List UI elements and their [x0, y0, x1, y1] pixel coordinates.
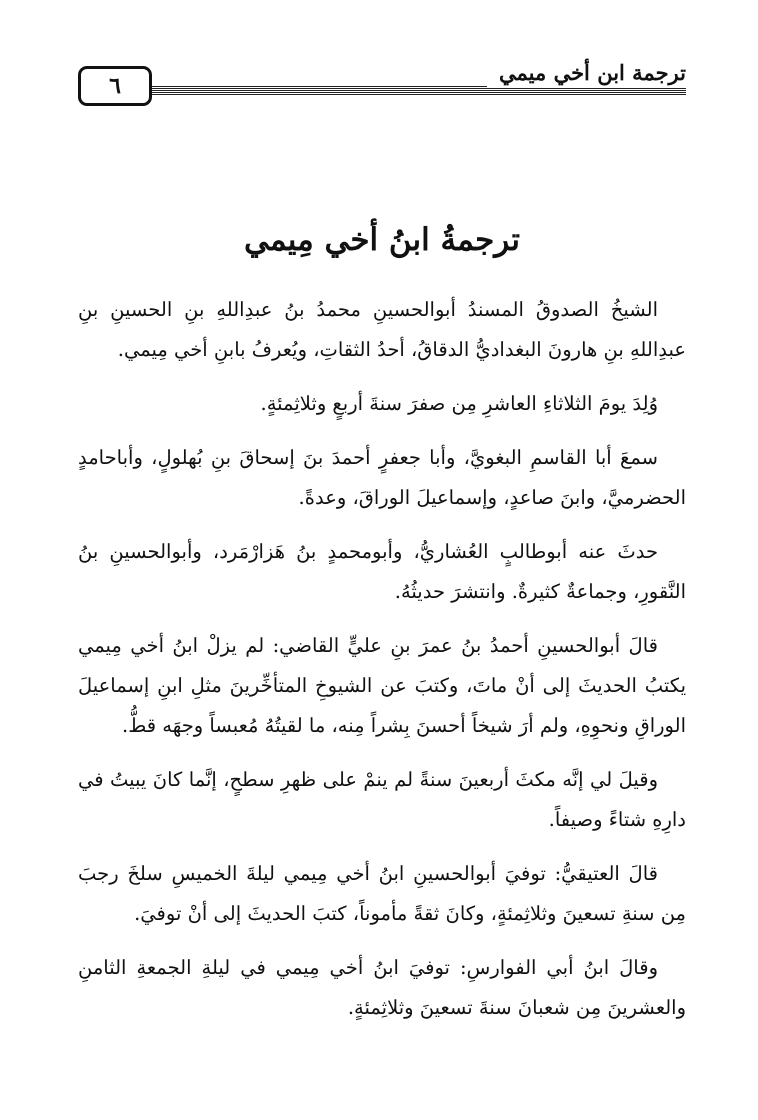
paragraph-8: وقالَ ابنُ أبي الفوارسِ: توفيَ ابنُ أخي مِيمي في ليلةِ الجمعةِ الثامنِ والعشرينَ مِن شعبانَ سنةَ تسعينَ وثلاثِمئةٍ.: [78, 956, 686, 1019]
running-head-title: ترجمة ابن أخي ميمي: [487, 58, 686, 88]
paragraph-2: وُلِدَ يومَ الثلاثاءِ العاشرِ مِن صفرَ سنةَ أربعٍ وثلاثِمئةٍ.: [260, 392, 658, 415]
paragraph-5: قالَ أبوالحسينِ أحمدُ بنُ عمرَ بنِ عليٍّ القاضي: لم يزلْ ابنُ أخي مِيمي يكتبُ الحديثَ إلى أنْ ماتَ، وكتبَ عن الشيوخِ المتأخِّرينَ مثلِ ابنِ إسماعيلَ الوراقِ ونحوِهِ، ولم أرَ شيخاً أحسنَ بِشراً مِنه، ما لقيتُهُ مُعبساً وجهَه قطُّ.: [78, 634, 686, 737]
paragraph-3: سمعَ أبا القاسمِ البغويَّ، وأبا جعفرٍ أحمدَ بنَ إسحاقَ بنِ بُهلولٍ، وأباحامدٍ الحضرميَّ، وابنَ صاعدٍ، وإسماعيلَ الوراقَ، وعدةً.: [78, 446, 686, 509]
page-header: [78, 58, 686, 108]
paragraph-4: حدثَ عنه أبوطالبٍ العُشاريُّ، وأبومحمدٍ بنُ هَزارْمَرد، وأبوالحسينِ بنُ النَّقورِ، وجماعةٌ كثيرةٌ. وانتشرَ حديثُهُ.: [78, 540, 686, 603]
body-text: [78, 290, 686, 1042]
paragraph-7: قالَ العتيقيُّ: توفيَ أبوالحسينِ ابنُ أخي مِيمي ليلةَ الخميسِ سلخَ رجبَ مِن سنةِ تسعينَ وثلاثِمئةٍ، وكانَ ثقةً مأموناً، كتبَ الحديثَ إلى أنْ توفيَ.: [78, 862, 686, 925]
page-number: ٦: [109, 73, 121, 99]
paragraph-1: الشيخُ الصدوقُ المسندُ أبوالحسينِ محمدُ بنُ عبدِاللهِ بنِ الحسينِ بنِ عبدِاللهِ بنِ هارونَ البغداديُّ الدقاقُ، أحدُ الثقاتِ، ويُعرفُ بابنِ أخي مِيمي.: [78, 298, 686, 361]
paragraph-6: وقيلَ لي إنَّه مكثَ أربعينَ سنةً لم ينمْ على ظهرِ سطحٍ، إنَّما كانَ يبيتُ في دارِهِ شتاءً وصيفاً.: [78, 768, 686, 831]
page-number-box: [78, 66, 152, 106]
chapter-title: ترجمةُ ابنُ أخي مِيمي: [244, 222, 520, 258]
